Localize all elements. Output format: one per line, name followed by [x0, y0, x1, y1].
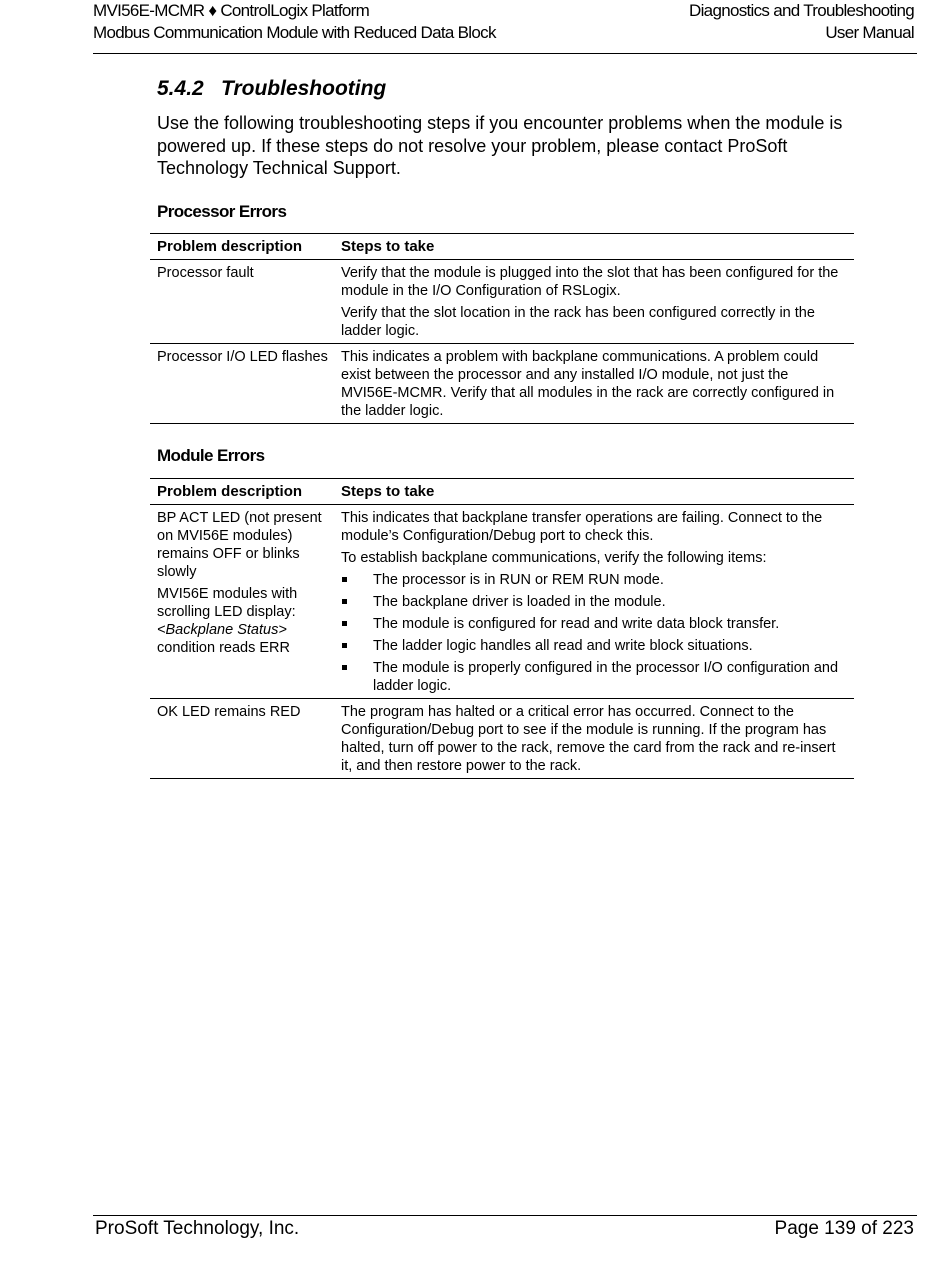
list-item	[341, 637, 848, 655]
list-item-text: The backplane driver is loaded in the module.	[373, 594, 666, 610]
column-header-steps: Steps to take	[341, 483, 435, 500]
module-errors-title: Module Errors	[157, 446, 265, 465]
section-intro: Use the following troubleshooting steps if you encounter problems when the module is powered up. If these steps do not resolve your problem, please contact ProSoft Technology Technical Support.	[157, 113, 843, 178]
section-title: Troubleshooting	[221, 77, 387, 100]
page-header	[93, 0, 917, 54]
backplane-status-label: <Backplane Status>	[157, 622, 287, 638]
step-text: Verify that the module is plugged into the slot that has been configured for the module in the I/O Configuration of RSLogix.	[341, 265, 839, 299]
bullet-icon	[342, 643, 347, 648]
problem-text: BP ACT LED (not present on MVI56E modules) remains OFF or blinks slowly	[157, 510, 322, 580]
table-header-row	[150, 479, 854, 505]
list-item-text: The processor is in RUN or REM RUN mode.	[373, 572, 664, 588]
step-text: Verify that the slot location in the rack has been configured correctly in the ladder logic.	[341, 305, 815, 339]
list-item	[341, 615, 848, 633]
steps-cell	[331, 699, 854, 779]
column-header-steps: Steps to take	[341, 238, 435, 255]
page-footer	[93, 1215, 917, 1239]
bullet-icon	[342, 599, 347, 604]
table-row	[150, 699, 854, 779]
verification-list	[341, 571, 848, 695]
steps-cell	[331, 505, 854, 699]
header-document-type: User Manual	[825, 23, 914, 42]
problem-text	[157, 585, 331, 657]
module-errors-table	[150, 478, 854, 779]
bullet-icon	[342, 621, 347, 626]
header-chapter-title: Diagnostics and Troubleshooting	[689, 1, 914, 20]
column-header-problem: Problem description	[157, 238, 303, 255]
table-header-row	[150, 234, 854, 260]
step-text: To establish backplane communications, verify the following items:	[341, 550, 767, 566]
step-text: This indicates that backplane transfer operations are failing. Connect to the module’s Configuration/Debug port to check this.	[341, 510, 823, 544]
footer-page-number: Page 139 of 223	[774, 1218, 914, 1239]
problem-text-prefix: MVI56E modules with scrolling LED display:	[157, 586, 298, 620]
bullet-icon	[342, 665, 347, 670]
steps-cell	[331, 260, 854, 344]
list-item	[341, 571, 848, 589]
step-text: This indicates a problem with backplane communications. A problem could exist between the processor and any installed I/O module, not just the MVI56E-MCMR. Verify that all modules in the rack are correctly configured in the ladder logic.	[341, 349, 835, 419]
table-row	[150, 260, 854, 344]
problem-cell	[150, 505, 331, 699]
list-item-text: The module is configured for read and write data block transfer.	[373, 616, 780, 632]
section-number: 5.4.2	[157, 77, 204, 100]
section-heading	[157, 77, 386, 101]
list-item	[341, 659, 848, 695]
problem-cell: Processor I/O LED flashes	[157, 349, 328, 365]
problem-text-suffix: condition reads ERR	[157, 640, 290, 656]
steps-cell	[331, 344, 854, 424]
list-item-text: The module is properly configured in the processor I/O configuration and ladder logic.	[373, 660, 839, 694]
list-item-text: The ladder logic handles all read and write block situations.	[373, 638, 753, 654]
step-text: The program has halted or a critical error has occurred. Connect to the Configuration/Debug port to see if the module is running. If the program has halted, turn off power to the rack, remove the card from the rack and re-insert it, and then restore power to the rack.	[341, 704, 836, 774]
processor-errors-title: Processor Errors	[157, 202, 287, 221]
list-item	[341, 593, 848, 611]
table-row	[150, 505, 854, 699]
table-row	[150, 344, 854, 424]
header-product-line: MVI56E-MCMR ♦ ControlLogix Platform	[93, 1, 370, 20]
bullet-icon	[342, 577, 347, 582]
column-header-problem: Problem description	[157, 483, 303, 500]
processor-errors-table	[150, 233, 854, 424]
problem-cell: Processor fault	[157, 265, 254, 281]
header-product-subtitle: Modbus Communication Module with Reduced Data Block	[93, 23, 496, 42]
footer-company: ProSoft Technology, Inc.	[95, 1218, 300, 1239]
problem-cell: OK LED remains RED	[157, 704, 301, 720]
